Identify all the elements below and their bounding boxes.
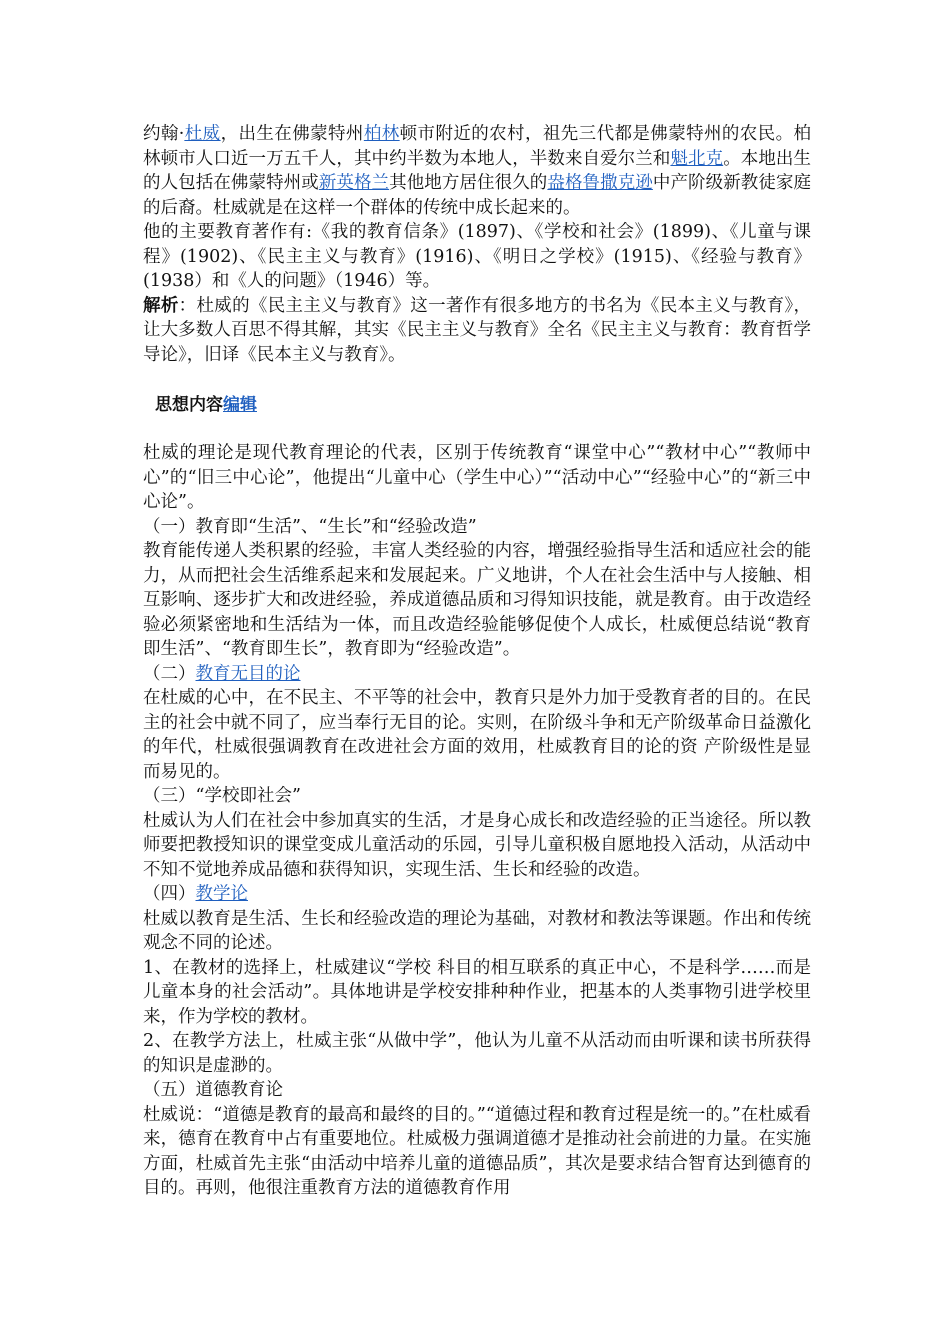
paragraph-4-item-1: 1、在教材的选择上，杜威建议“学校 科目的相互联系的真正中心，不是科学……而是儿童本身的社会活动”。具体地讲是学校安排种种作业，把基本的人类事物引进学校里来，作为学校的教材。	[143, 957, 811, 1027]
link-burlington[interactable]: 柏林	[363, 124, 400, 144]
edit-link[interactable]: 编辑	[223, 395, 257, 415]
paragraph-5: 杜威说：“道德是教育的最高和最终的目的。”“道德过程和教育过程是统一的。”在杜威看来，德育在教育中占有重要地位。杜威极力强调道德才是推动社会前进的力量。在实施方面，杜威首先主张“由活动中培养儿童的道德品质”，其次是要求结合智育达到德育的目的。再则，他很注重教育方法的道德教育作用	[143, 1104, 811, 1198]
subheading-5: （五）道德教育论	[143, 1080, 283, 1100]
subheading-prefix: （四）	[143, 884, 196, 904]
paragraph-4-item-2: 2、在教学方法上，杜威主张“从做中学”，他认为儿童不从活动而由听课和读书所获得的知识是虚渺的。	[143, 1031, 811, 1076]
section-heading	[155, 393, 811, 417]
subheading-1: （一）教育即“生活”、“生长”和“经验改造”	[143, 516, 477, 537]
link-quebec[interactable]: 魁北克	[670, 148, 724, 169]
subheading-3: （三）“学校即社会”	[143, 786, 301, 806]
link-aimless-education[interactable]: 教育无目的论	[195, 663, 301, 684]
analysis-paragraph	[143, 294, 811, 368]
paragraph-1: 教育能传递人类积累的经验，丰富人类经验的内容，增强经验指导生活和适应社会的能力，从而把社会生活维系起来和发展起来。广义地讲，个人在社会生活中与人接触、相互影响、逐步扩大和改进经验，养成道德品质和习得知识技能，就是教育。由于改造经验必须紧密地和生活结为一体，而且改造经验能够促使个人成长，杜威便总结说“教育即生活”、“教育即生长”，教育即为“经验改造”。	[143, 541, 811, 659]
text-run: ，出生在佛蒙特州	[220, 124, 364, 144]
text-run: 顿市附近的农村，祖先三代都是佛蒙特州的农民。柏林顿市人口近一万五千人，其中约半数为本地人，半数来自爱尔兰和	[143, 124, 812, 169]
link-anglo-saxon[interactable]: 盎格鲁撒克逊	[547, 173, 653, 193]
paragraph-4: 杜威以教育是生活、生长和经验改造的理论为基础，对教材和教法等课题。作出和传统观念不同的论述。	[143, 908, 811, 953]
paragraph-2: 在杜威的心中，在不民主、不平等的社会中，教育只是外力加于受教育者的目的。在民主的社会中就不同了，应当奉行无目的论。实则，在阶级斗争和无产阶级革命日益激化的年代，杜威很强调教育在改进社会方面的效用，杜威教育目的论的资 产阶级性是显而易见的。	[143, 688, 811, 782]
link-pedagogy[interactable]: 教学论	[195, 884, 248, 904]
analysis-text: ：杜威的《民主主义与教育》这一著作有很多地方的书名为《民本主义与教育》，让大多数人百思不得其解，其实《民主主义与教育》全名《民主主义与教育：教育哲学导论》，旧译《民本主义与教育》。	[143, 295, 812, 365]
document-page	[143, 122, 811, 1201]
subheading-4	[143, 882, 811, 907]
text-run: 。本地出生的人包括在佛蒙特州或	[143, 148, 812, 193]
text-run: 其他地方居住很久的	[389, 173, 548, 193]
paragraph-3: 杜威认为人们在社会中参加真实的生活，才是身心成长和改造经验的正当途径。所以教师要把教授知识的课堂变成儿童活动的乐园，引导儿童积极自愿地投入活动，从活动中不知不觉地养成品德和获得知识，实现生活、生长和经验的改造。	[143, 810, 811, 880]
content-intro-paragraph: 杜威的理论是现代教育理论的代表，区别于传统教育“课堂中心”“教材中心”“教师中心”的“旧三中心论”，他提出“儿童中心（学生中心）”“活动中心”“经验中心”的“新三中心论”。	[143, 443, 811, 512]
subheading-2	[143, 662, 811, 687]
section-title: 思想内容	[155, 395, 223, 415]
subheading-prefix: （二）	[143, 663, 196, 684]
link-new-england[interactable]: 新英格兰	[318, 173, 390, 193]
works-paragraph: 他的主要教育著作有:《我的教育信条》(1897)、《学校和社会》(1899)、《儿童与课程》(1902)、《民主主义与教育》(1916)、《明日之学校》(1915)、《经验与教育》(1938）和《人的问题》（1946）等。	[143, 222, 811, 291]
link-dewey[interactable]: 杜威	[184, 124, 221, 144]
intro-paragraph	[143, 122, 811, 220]
text-run: 约翰·	[143, 124, 185, 144]
analysis-label: 解析	[143, 295, 179, 316]
text-run: 中产阶级新教徒家庭的后裔。杜威就是在这样一个群体的传统中成长起来的。	[143, 173, 812, 218]
